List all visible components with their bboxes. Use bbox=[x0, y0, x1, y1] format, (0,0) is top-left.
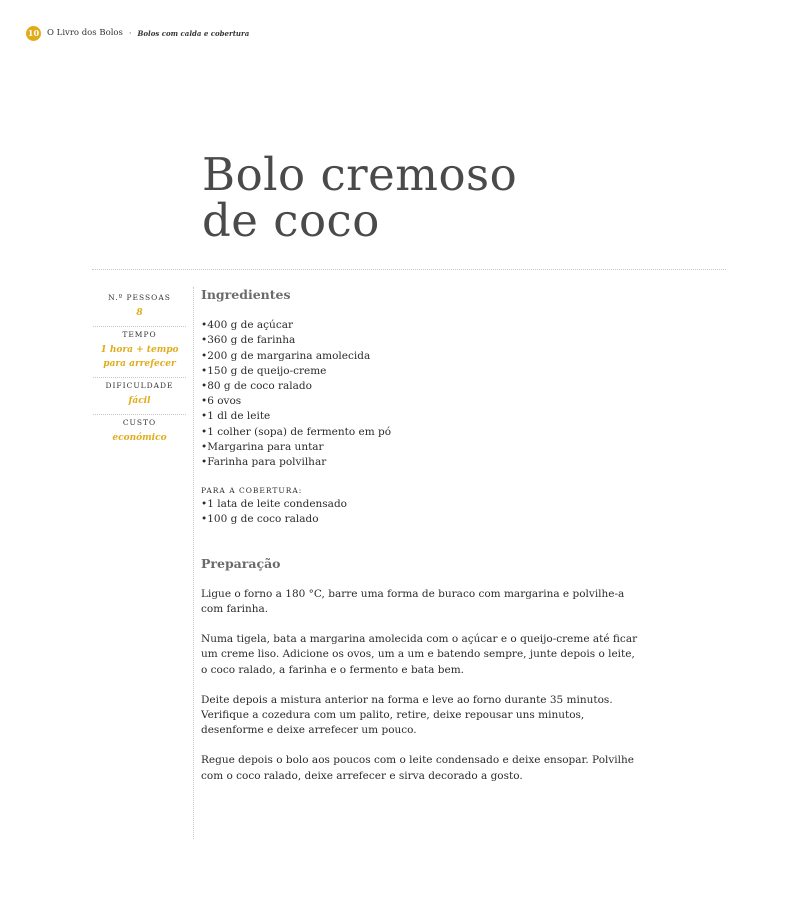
recipe-title-line-1: Bolo cremoso bbox=[202, 148, 518, 201]
meta-cost-value: económico bbox=[112, 433, 167, 443]
preparation-step: Deite depois a mistura anterior na forma e leve ao forno durante 35 minutos. Verifique a cozedura com um palito, retire, deixe repousar uns minutos, desenforme e deixe arrefecer um pouco. bbox=[201, 693, 613, 737]
list-item: • Farinha para polvilhar bbox=[201, 455, 641, 470]
page-number-badge: 10 bbox=[26, 26, 41, 41]
list-item: • 80 g de coco ralado bbox=[201, 379, 641, 394]
list-item: • 200 g de margarina amolecida bbox=[201, 349, 641, 364]
meta-people bbox=[93, 290, 186, 327]
meta-difficulty bbox=[93, 378, 186, 415]
preparation-step: Ligue o forno a 180 °C, barre uma forma de buraco com margarina e polvilhe-a com farinha. bbox=[201, 587, 625, 616]
list-item: • 100 g de coco ralado bbox=[201, 512, 641, 527]
column-divider bbox=[193, 287, 194, 839]
list-item: • Margarina para untar bbox=[201, 440, 641, 455]
meta-people-value: 8 bbox=[136, 308, 143, 318]
preparation-step: Numa tigela, bata a margarina amolecida com o açúcar e o queijo-creme até ficar um creme liso. Adicione os ovos, um a um e batendo sempre, junte depois o leite, o coco ralado, a farinha e o fermento e bata bem. bbox=[201, 633, 638, 676]
meta-time-value: 1 hora + tempo para arrefecer bbox=[100, 345, 179, 369]
list-item: • 400 g de açúcar bbox=[201, 318, 641, 333]
meta-cost bbox=[93, 415, 186, 451]
meta-time-label: TEMPO bbox=[122, 330, 157, 339]
list-item: • 1 lata de leite condensado bbox=[201, 497, 641, 512]
topping-heading: PARA A COBERTURA: bbox=[201, 486, 303, 496]
section-title: Bolos com calda e cobertura bbox=[137, 28, 250, 38]
recipe-body bbox=[201, 287, 641, 799]
meta-time bbox=[93, 327, 186, 378]
title-divider bbox=[92, 269, 726, 270]
meta-people-label: N.º PESSOAS bbox=[108, 293, 171, 302]
recipe-title-line-2: de coco bbox=[202, 194, 380, 247]
list-item: • 1 dl de leite bbox=[201, 409, 641, 424]
meta-difficulty-label: DIFICULDADE bbox=[105, 381, 174, 390]
list-item: • 150 g de queijo-creme bbox=[201, 364, 641, 379]
meta-difficulty-value: fácil bbox=[128, 396, 151, 406]
recipe-title bbox=[202, 148, 518, 247]
header-separator: · bbox=[128, 28, 132, 38]
list-item: • 360 g de farinha bbox=[201, 333, 641, 348]
book-title: O Livro dos Bolos bbox=[47, 28, 123, 38]
ingredients-list bbox=[201, 318, 641, 470]
topping-list bbox=[201, 497, 641, 527]
preparation-heading: Preparação bbox=[201, 555, 281, 571]
recipe-meta-sidebar bbox=[93, 290, 186, 451]
preparation-step: Regue depois o bolo aos poucos com o leite condensado e deixe ensopar. Polvilhe com o coco ralado, deixe arrefecer e sirva decorado a gosto. bbox=[201, 754, 634, 782]
list-item: • 6 ovos bbox=[201, 394, 641, 409]
meta-cost-label: CUSTO bbox=[122, 418, 157, 427]
list-item: • 1 colher (sopa) de fermento em pó bbox=[201, 425, 641, 440]
page-header bbox=[26, 25, 249, 41]
ingredients-heading: Ingredientes bbox=[201, 287, 291, 302]
